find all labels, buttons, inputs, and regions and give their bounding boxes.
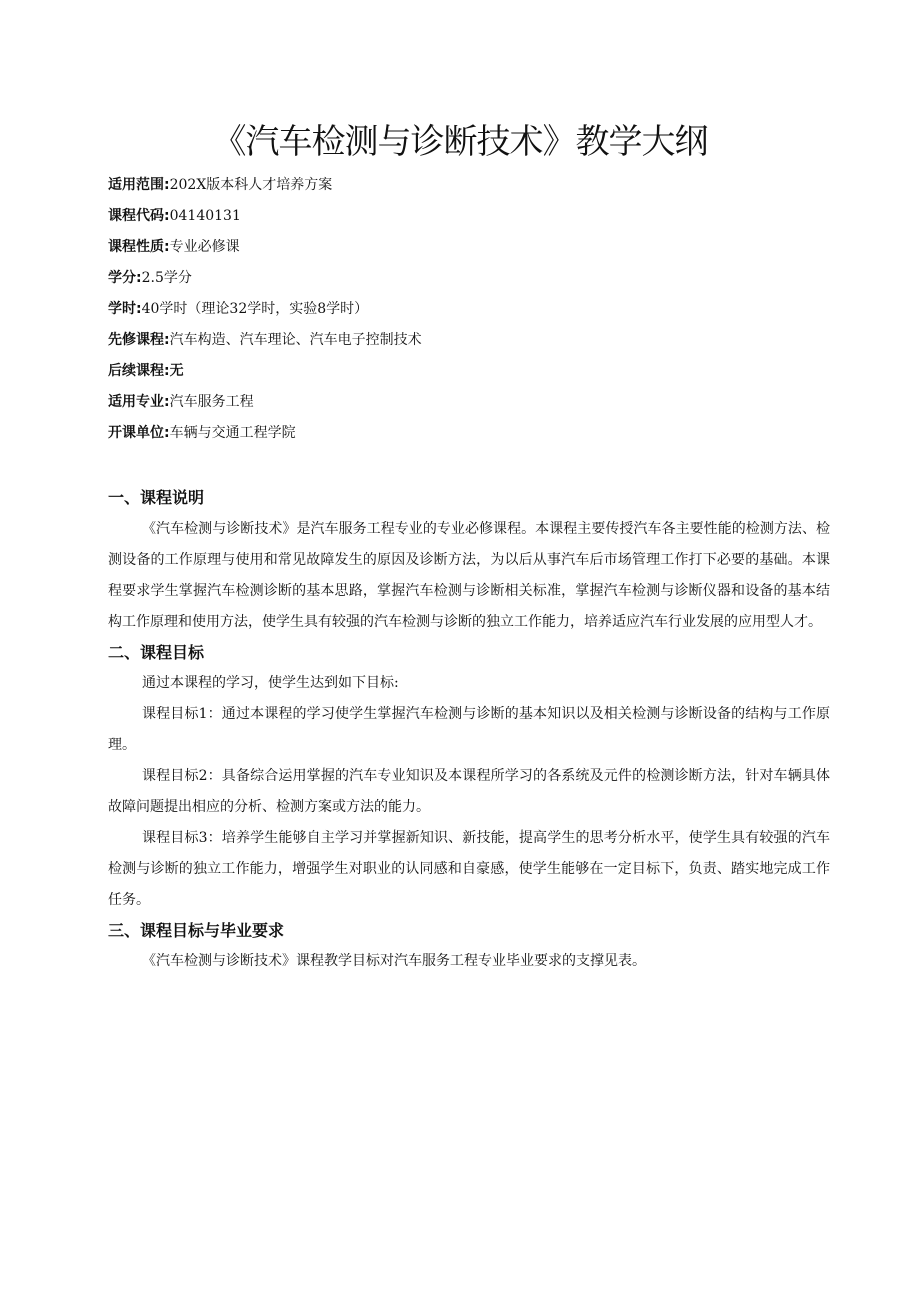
section-course-description [108, 483, 830, 638]
meta-value: 无 [169, 363, 184, 379]
meta-label: 开课单位: [108, 425, 170, 441]
meta-row-scope [108, 170, 828, 201]
meta-label: 后续课程: [108, 363, 170, 379]
meta-value: 汽车构造、汽车理论、汽车电子控制技术 [169, 332, 422, 348]
meta-value: 车辆与交通工程学院 [169, 425, 296, 441]
meta-row-nature [108, 232, 828, 263]
meta-label: 学时: [108, 301, 142, 317]
document-body [108, 483, 830, 977]
meta-row-follow-up [108, 356, 828, 387]
meta-label: 课程性质: [108, 239, 170, 255]
meta-row-credits [108, 263, 828, 294]
meta-row-prerequisites [108, 325, 828, 356]
meta-label: 先修课程: [108, 332, 170, 348]
paragraph: 《汽车检测与诊断技术》是汽车服务工程专业的专业必修课程。本课程主要传授汽车各主要性能的检测方法、检测设备的工作原理与使用和常见故障发生的原因及诊断方法，为以后从事汽车后市场管理工作打下必要的基础。本课程要求学生掌握汽车检测诊断的基本思路，掌握汽车检测与诊断相关标准，掌握汽车检测与诊断仪器和设备的基本结构工作原理和使用方法，使学生具有较强的汽车检测与诊断的独立工作能力，培养适应汽车行业发展的应用型人才。 [108, 521, 830, 630]
meta-row-department [108, 418, 828, 449]
meta-value: 40学时（理论32学时，实验8学时） [141, 301, 369, 317]
meta-value: 202X版本科人才培养方案 [169, 177, 333, 193]
paragraph: 通过本课程的学习，使学生达到如下目标: [142, 675, 399, 691]
meta-value: 04140131 [169, 208, 241, 224]
section-heading: 三、课程目标与毕业要求 [108, 921, 285, 940]
section-heading: 二、课程目标 [108, 643, 205, 662]
meta-value: 汽车服务工程 [169, 394, 254, 410]
meta-label: 课程代码: [108, 208, 170, 224]
meta-label: 适用范围: [108, 177, 170, 193]
section-course-objectives [108, 638, 830, 916]
document-title: 《汽车检测与诊断技术》教学大纲 [212, 122, 708, 162]
meta-row-hours [108, 294, 828, 325]
meta-value: 专业必修课 [169, 239, 240, 255]
paragraph: 课程目标1：通过本课程的学习使学生掌握汽车检测与诊断的基本知识以及相关检测与诊断设备的结构与工作原理。 [108, 706, 830, 753]
paragraph: 《汽车检测与诊断技术》课程教学目标对汽车服务工程专业毕业要求的支撑见表。 [142, 953, 646, 969]
course-meta [108, 170, 828, 449]
paragraph: 课程目标2：具备综合运用掌握的汽车专业知识及本课程所学习的各系统及元件的检测诊断方法，针对车辆具体故障问题提出相应的分析、检测方案或方法的能力。 [108, 768, 830, 815]
meta-row-major [108, 387, 828, 418]
meta-label: 学分: [108, 270, 142, 286]
meta-label: 适用专业: [108, 394, 170, 410]
section-objectives-and-requirements [108, 916, 830, 977]
paragraph: 课程目标3：培养学生能够自主学习并掌握新知识、新技能，提高学生的思考分析水平，使学生具有较强的汽车检测与诊断的独立工作能力，增强学生对职业的认同感和自豪感，使学生能够在一定目标下，负责、踏实地完成工作任务。 [108, 830, 830, 908]
meta-value: 2.5学分 [141, 270, 192, 286]
section-heading: 一、课程说明 [108, 488, 205, 507]
meta-row-code [108, 201, 828, 232]
